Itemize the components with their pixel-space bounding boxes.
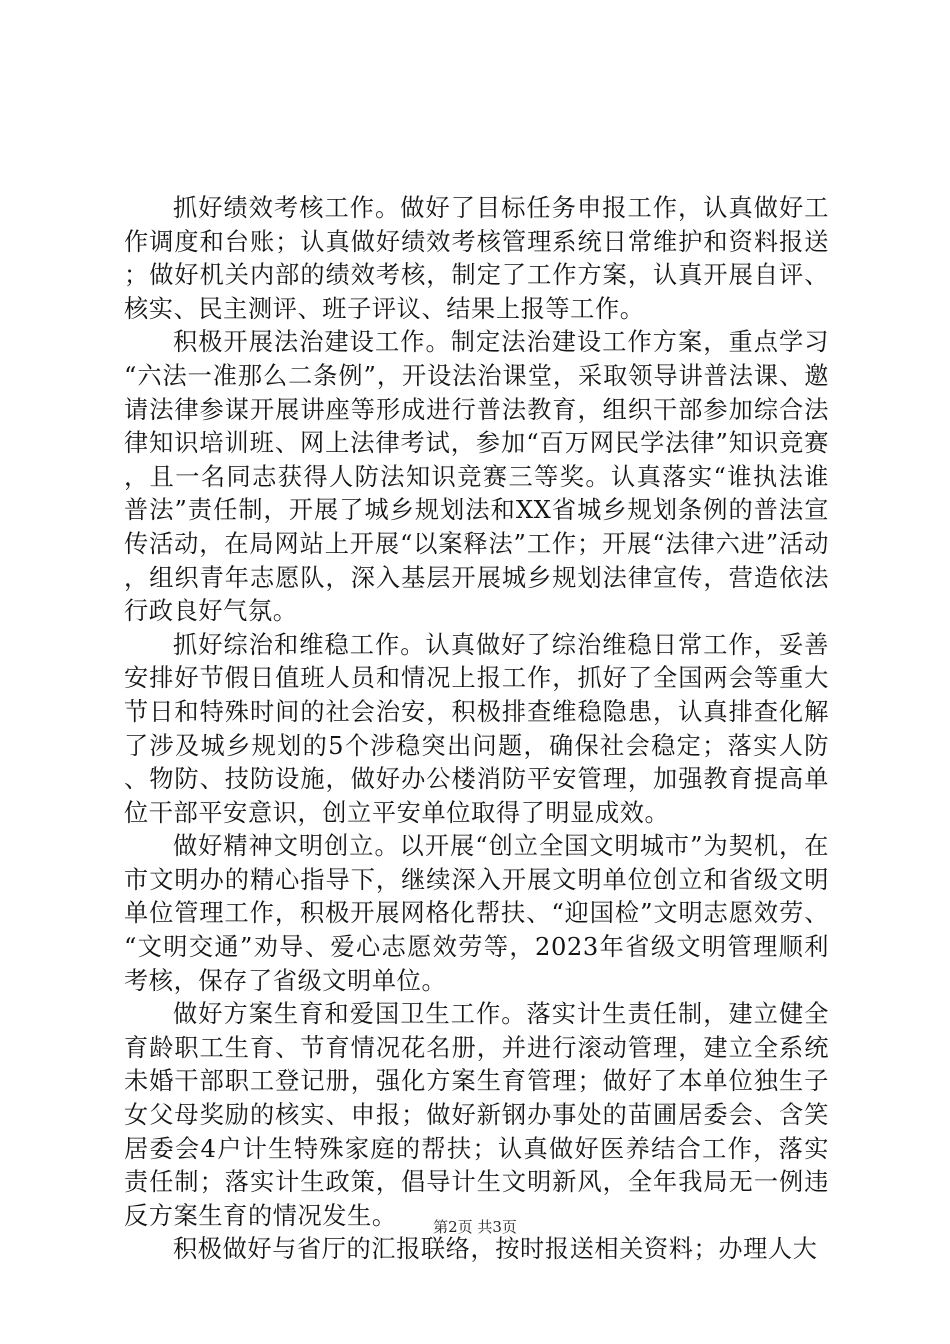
page-number-footer: 第2页 共3页 bbox=[433, 1218, 517, 1236]
paragraph-family-planning: 做好方案生育和爱国卫生工作。落实计生责任制，建立健全育龄职工生育、节育情况花名册，并进行滚动管理，建立全系统未婚干部职工登记册，强化方案生育管理；做好了本单位独生子女父母奖励的核实、申报；做好新钢办事处的苗圃居委会、含笑居委会4户计生特殊家庭的帮扶；认真做好医养结合工作，落实责任制；落实计生政策，倡导计生文明新风，全年我局无一例违反方案生育的情况发生。 bbox=[124, 1000, 829, 1230]
paragraph-stability-maintenance: 抓好综治和维稳工作。认真做好了综治维稳日常工作，妥善安排好节假日值班人员和情况上报工作，抓好了全国两会等重大节日和特殊时间的社会治安，积极排查维稳隐患，认真排查化解了涉及城乡规划的5个涉稳突出问题，确保社会稳定；落实人防、物防、技防设施，做好办公楼消防平安管理，加强教育提高单位干部平安意识，创立平安单位取得了明显成效。 bbox=[124, 630, 829, 827]
document-body bbox=[124, 192, 829, 1267]
paragraph-liaison: 积极做好与省厅的汇报联络，按时报送相关资料；办理人大 bbox=[173, 1235, 818, 1264]
paragraph-rule-of-law: 积极开展法治建设工作。制定法治建设工作方案，重点学习“六法一准那么二条例”，开设法治课堂，采取领导讲普法课、邀请法律参谋开展讲座等形成进行普法教育，组织干部参加综合法律知识培训班、网上法律考试，参加“百万网民学法律”知识竞赛，且一名同志获得人防法知识竞赛三等奖。认真落实“谁执法谁普法”责任制，开展了城乡规划法和XX省城乡规划条例的普法宣传活动，在局网站上开展“以案释法”工作；开展“法律六进”活动，组织青年志愿队，深入基层开展城乡规划法律宣传，营造依法行政良好气氛。 bbox=[124, 328, 829, 626]
paragraph-performance-assessment: 抓好绩效考核工作。做好了目标任务申报工作，认真做好工作调度和台账；认真做好绩效考核管理系统日常维护和资料报送；做好机关内部的绩效考核，制定了工作方案，认真开展自评、核实、民主测评、班子评议、结果上报等工作。 bbox=[124, 194, 829, 323]
paragraph-civilization-creation: 做好精神文明创立。以开展“创立全国文明城市”为契机，在市文明办的精心指导下，继续深入开展文明单位创立和省级文明单位管理工作，积极开展网格化帮扶、“迎国检”文明志愿效劳、“文明交通”劝导、爱心志愿效劳等，2023年省级文明管理顺利考核，保存了省级文明单位。 bbox=[124, 832, 829, 995]
